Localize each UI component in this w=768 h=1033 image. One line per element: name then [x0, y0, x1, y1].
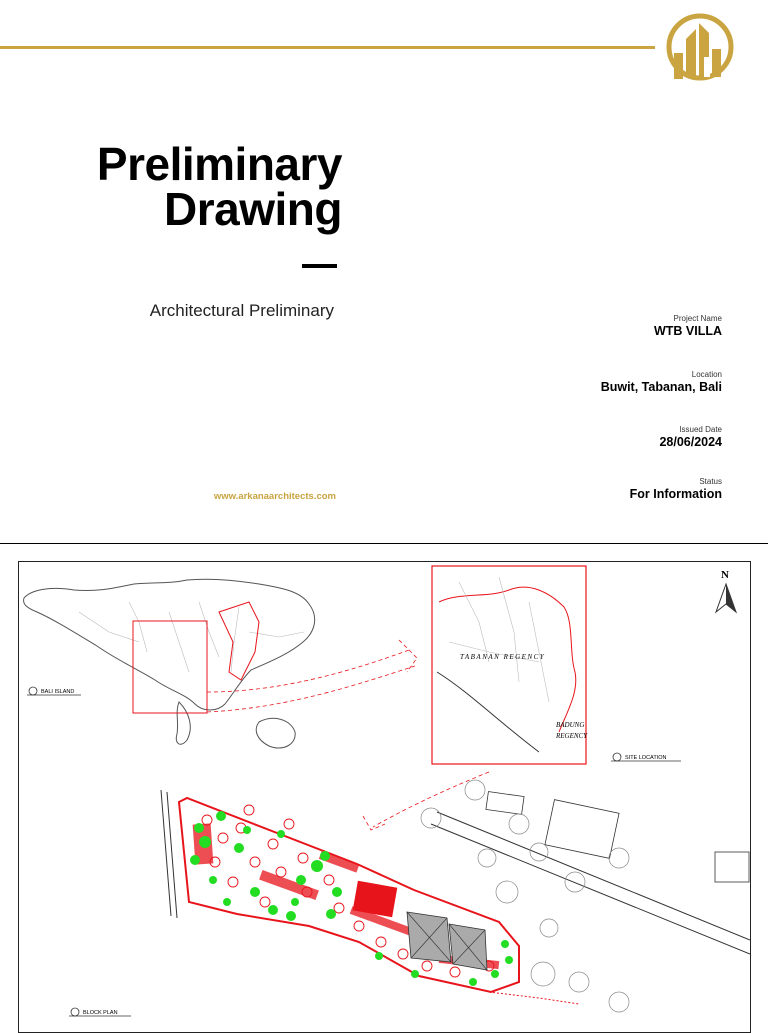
site-location-label: SITE LOCATION [625, 755, 667, 761]
page-title [96, 138, 342, 235]
issued-date-value: 28/06/2024 [659, 435, 722, 449]
site-plan-svg [19, 562, 750, 1032]
section-divider [0, 543, 768, 544]
status-value: For Information [629, 487, 722, 501]
project-name-label: Project Name [673, 314, 722, 323]
status-label: Status [699, 477, 722, 486]
title-line-1: Preliminary [96, 138, 342, 190]
title-line-2: Drawing [164, 183, 342, 235]
website-link[interactable]: www.arkanaarchitects.com [213, 491, 336, 502]
title-dash [302, 264, 337, 268]
issued-date-label: Issued Date [679, 425, 722, 434]
arkana-logo-icon [664, 13, 736, 81]
north-label: N [721, 569, 729, 581]
bali-island-label: BALI ISLAND [41, 689, 75, 695]
project-name-block [654, 314, 722, 339]
tabanan-regency-label: TABANAN REGENCY [460, 653, 546, 661]
project-name-value: WTB VILLA [653, 324, 722, 338]
status-block [630, 477, 722, 502]
issued-date-block [659, 425, 722, 450]
location-block [601, 370, 722, 395]
regency-label: REGENCY [556, 732, 588, 740]
subtitle: Architectural Preliminary [149, 301, 334, 320]
location-value: Buwit, Tabanan, Bali [600, 380, 722, 394]
badung-label: BADUNG [556, 721, 585, 729]
header-gold-line [0, 46, 655, 49]
location-label: Location [691, 370, 722, 379]
site-plan-drawing [18, 561, 751, 1033]
block-plan-label: BLOCK PLAN [83, 1010, 118, 1016]
